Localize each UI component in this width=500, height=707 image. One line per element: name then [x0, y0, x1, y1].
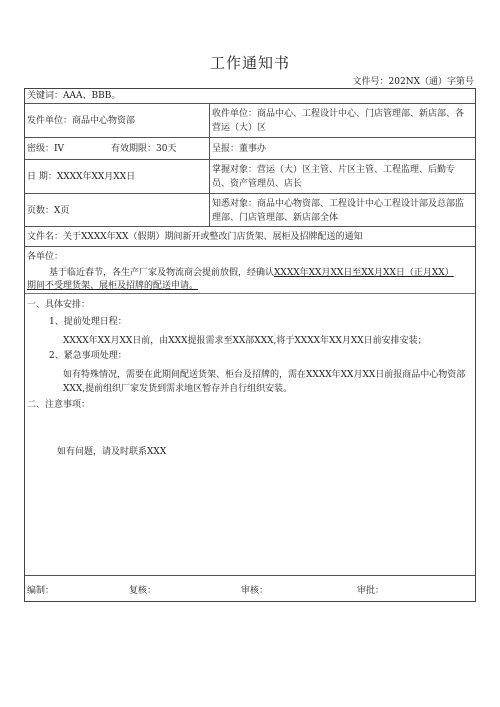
signature-approver: 审批：	[357, 586, 385, 596]
grasp-text: 掌握对象：营运（大）区主管、片区主管、工程监理、后勤专员、资产管理员、店长	[212, 165, 456, 189]
security-row	[25, 138, 475, 160]
signature-editor: 编制：	[27, 586, 55, 596]
validity-period: 有效期限：30天	[111, 144, 177, 154]
intro-underlined: XXXX年XX月XX日至XX月XX日（正月XX）	[274, 268, 454, 278]
greeting: 各单位：	[27, 252, 64, 262]
date-text: 日 期：XXXX年XX月XX日	[27, 172, 136, 182]
keywords-row	[25, 89, 475, 104]
keywords-text: 关键词：AAA、BBB。	[27, 91, 121, 101]
sender-row	[25, 104, 475, 138]
body-separator	[25, 293, 475, 294]
document-title: 工作通知书	[209, 54, 290, 72]
section-2-heading: 二、注意事项：	[27, 400, 91, 410]
pages-text: 页数：X页	[27, 206, 70, 216]
signature-reviewer: 复核：	[129, 586, 157, 596]
signature-auditor: 审核：	[241, 586, 269, 596]
column-divider	[209, 104, 210, 227]
section-1-2-body: 如有特殊情况，需要在此期间配送货架、柜台及招牌的，需在XXXX年XX月XX日前报商品中心物资部XXX,提前组织厂家发货到需求地区暂存并自行组织安装。	[63, 370, 466, 394]
intro-line-2: 期间不受理货架、展柜及招牌的配送申请。	[27, 281, 199, 291]
document-number: 文件号：202NX（通）字第号	[352, 77, 474, 87]
intro-plain: 基于临近春节，各生产厂家及物流商会提前放假，经确认	[49, 268, 275, 278]
secret-level: 密级：IV	[27, 144, 65, 154]
section-1-1-body: XXXX年XX月XX日前，由XXX提报需求至XX部XXX,将于XXXX年XX月XX日前安排安装；	[63, 336, 427, 346]
sender-text: 发件单位：商品中心物资部	[27, 116, 136, 126]
section-1-1-heading: 1、提前处理日程：	[49, 317, 127, 327]
notice-form	[24, 88, 476, 602]
inform-text: 知悉对象：商品中心物资部、工程设计中心工程设计部及总部监理部、门店管理部、新店部全体	[212, 199, 465, 223]
contact-line: 如有问题，请及时联系XXX	[57, 447, 167, 457]
pages-row	[25, 194, 475, 227]
date-row	[25, 160, 475, 194]
section-1-2-heading: 2、紧急事项处理：	[49, 351, 127, 361]
section-1-heading: 一、具体安排：	[27, 300, 91, 310]
signature-separator	[25, 575, 475, 576]
doc-name-text: 文件名：关于XXXX年XX（假期）期间新开或整改门店货架、展柜及招牌配送的通知	[27, 232, 363, 242]
intro-paragraph	[49, 266, 454, 280]
doc-name-row	[25, 227, 475, 247]
report-to: 呈报：董事办	[212, 144, 267, 154]
receiver-text: 收件单位：商品中心、工程设计中心、门店管理部、新店部、各营运（大）区	[212, 109, 465, 133]
